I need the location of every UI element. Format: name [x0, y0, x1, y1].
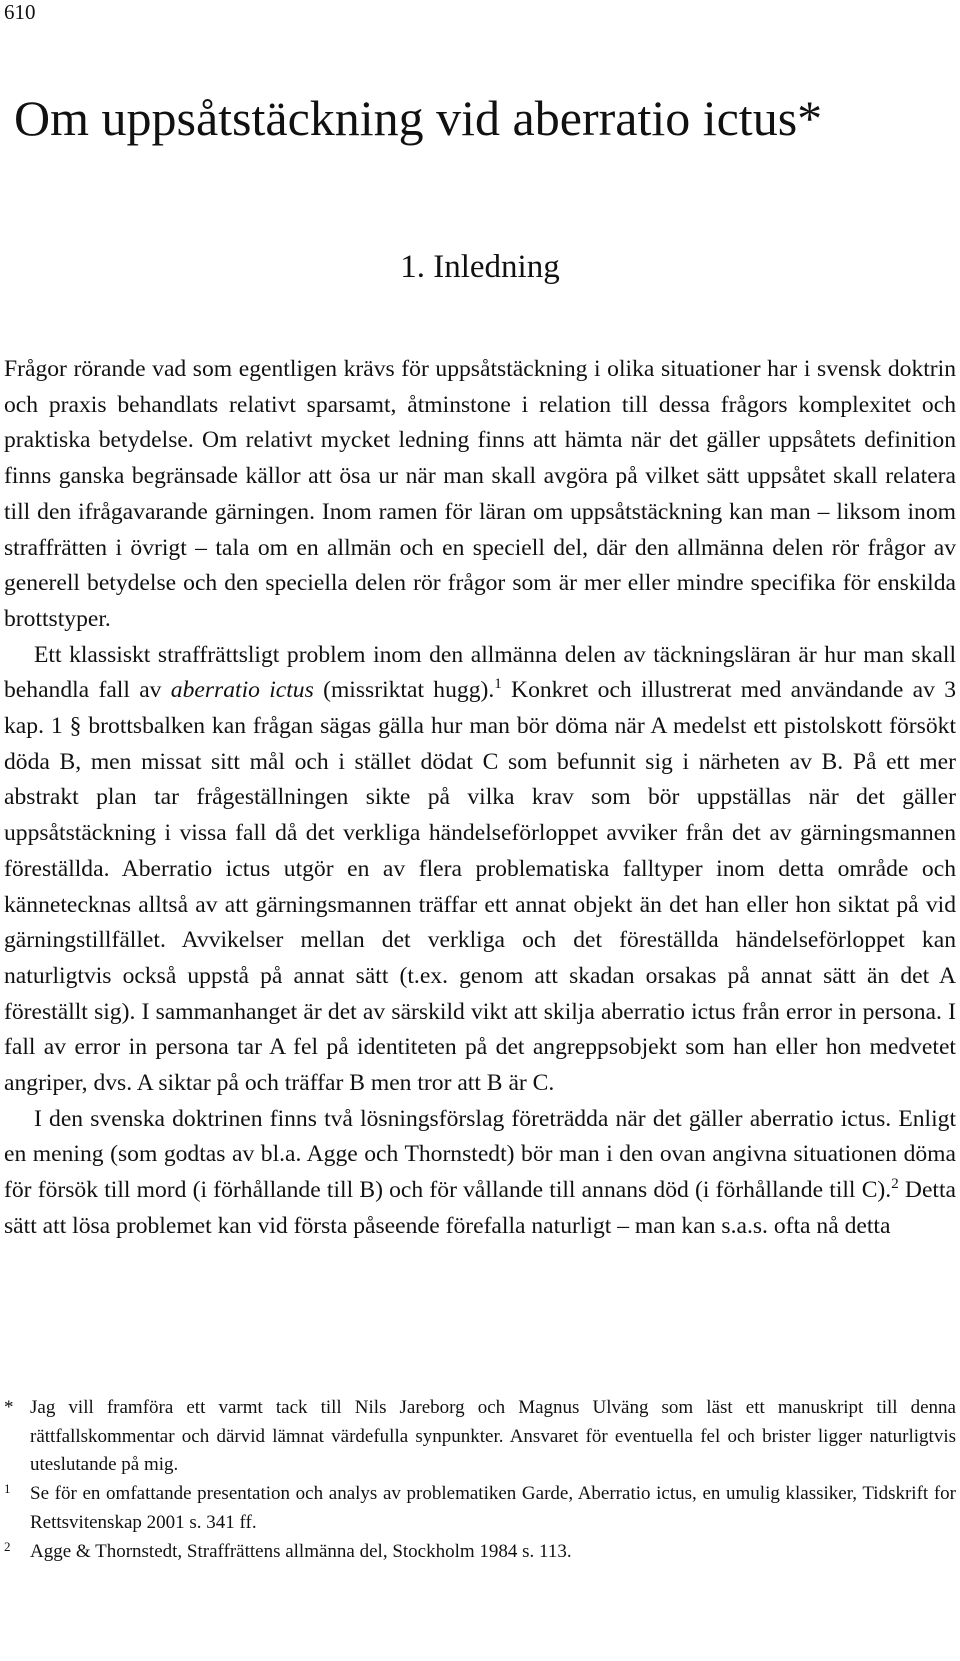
- footnote-mark: 2: [4, 1538, 11, 1554]
- footnote-text: Se för en omfattande presentation och analys av problematiken Garde, Aberratio ictus, en umulig klassiker, Tidskrift for Rettsvitenskap 2001 s. 341 ff.: [30, 1483, 956, 1533]
- footnote-mark: *: [4, 1397, 14, 1418]
- footnotes: [4, 1394, 956, 1566]
- paragraph-text: Frågor rörande vad som egentligen krävs för uppsåtstäckning i olika situationer har i svensk doktrin och praxis behandlats relativt sparsamt, åtminstone i relation till dessa frågors komplexitet och praktiska betydelse. Om relativt mycket ledning finns att hämta när det gäller uppsåtets definition finns ganska begränsade källor att ösa ur när man skall avgöra på vilket sätt uppsåtet skall relatera till den ifrågavarande gärningen. Inom ramen för läran om uppsåtstäckning kan man – liksom inom straffrätten i övrigt – tala om en allmän och en speciell del, där den allmänna delen rör frågor av generell betydelse och den speciella delen rör frågor som är mer eller mindre specifika för enskilda brottstyper.: [4, 356, 956, 632]
- paragraph-text: I den svenska doktrinen finns två lösningsförslag företrädda när det gäller aberratio ictus. Enligt en mening (som godtas av bl.a. Agge och Thornstedt) bör man i den ovan angivna situationen döma för försök till mord (i förhållande till B) och för vållande till annans död (i förhållande till C).: [4, 1105, 956, 1204]
- paragraph-text: Konkret och illustrerat med användande av 3 kap. 1 § brottsbalken kan frågan sägas gälla hur man bör döma när A medelst ett pistolskott försökt döda B, men missat sitt mål och i stället dödat C som befunnit sig i närheten av B. På ett mer abstrakt plan tar frågeställningen sikte på vilka krav som bör uppställas när det gäller uppsåtstäckning i vissa fall då det verkliga händelseförloppet avviker från det av gärningsmannen föreställda. Aberratio ictus utgör en av flera problematiska falltyper inom detta område och kännetecknas alltså av att gärningsmannen träffar ett annat objekt än det han eller hon siktat på vid gärningstillfället. Avvikelser mellan det verkliga och det föreställda händelseförloppet kan naturligtvis också uppstå på annat sätt (t.ex. genom att skadan orsakas på annat sätt än det A föreställt sig). I sammanhanget är det av särskild vikt att skilja aberratio ictus från error in persona. I fall av error in persona tar A fel på identiteten på det angreppsobjekt som han eller hon medvetet angriper, dvs. A siktar på och träffar B men tror att B är C.: [4, 677, 957, 1097]
- footnote-mark: 1: [4, 1481, 11, 1497]
- footnote-text: Jag vill framföra ett varmt tack till Nils Jareborg och Magnus Ulväng som läst ett manuskript till denna rättfallskommentar och därvid lämnat värdefulla synpunkter. Ansvaret för eventuella fel och brister ligger naturligtvis uteslutande på mig.: [30, 1397, 956, 1476]
- footnote-reference[interactable]: 2: [891, 1176, 899, 1193]
- footnote: [4, 1538, 956, 1567]
- article-title: Om uppsåtstäckning vid aberratio ictus*: [14, 90, 823, 146]
- emphasis-term: aberratio ictus: [170, 677, 314, 704]
- section-heading: 1. Inledning: [400, 249, 560, 285]
- paragraph-text: Ett klassiskt straffrättsligt problem inom den allmänna delen av täckningsläran är hur man skall behandla fall av: [4, 641, 956, 704]
- article-body: [4, 352, 956, 1245]
- paragraph-text: (missriktat hugg).: [313, 677, 495, 704]
- body-paragraph: [4, 352, 956, 638]
- paragraph-text: Detta sätt att lösa problemet kan vid första påseende förefalla naturligt – man kan s.a.s. ofta nå detta: [4, 1177, 957, 1239]
- body-paragraph: [4, 1102, 956, 1245]
- body-paragraph: [4, 638, 956, 1102]
- page-number: 610: [4, 0, 36, 24]
- footnote: [4, 1394, 956, 1480]
- footnote: [4, 1480, 956, 1537]
- footnote-text: Agge & Thornstedt, Straffrättens allmänna del, Stockholm 1984 s. 113.: [30, 1540, 572, 1562]
- footnote-reference[interactable]: 1: [494, 676, 502, 693]
